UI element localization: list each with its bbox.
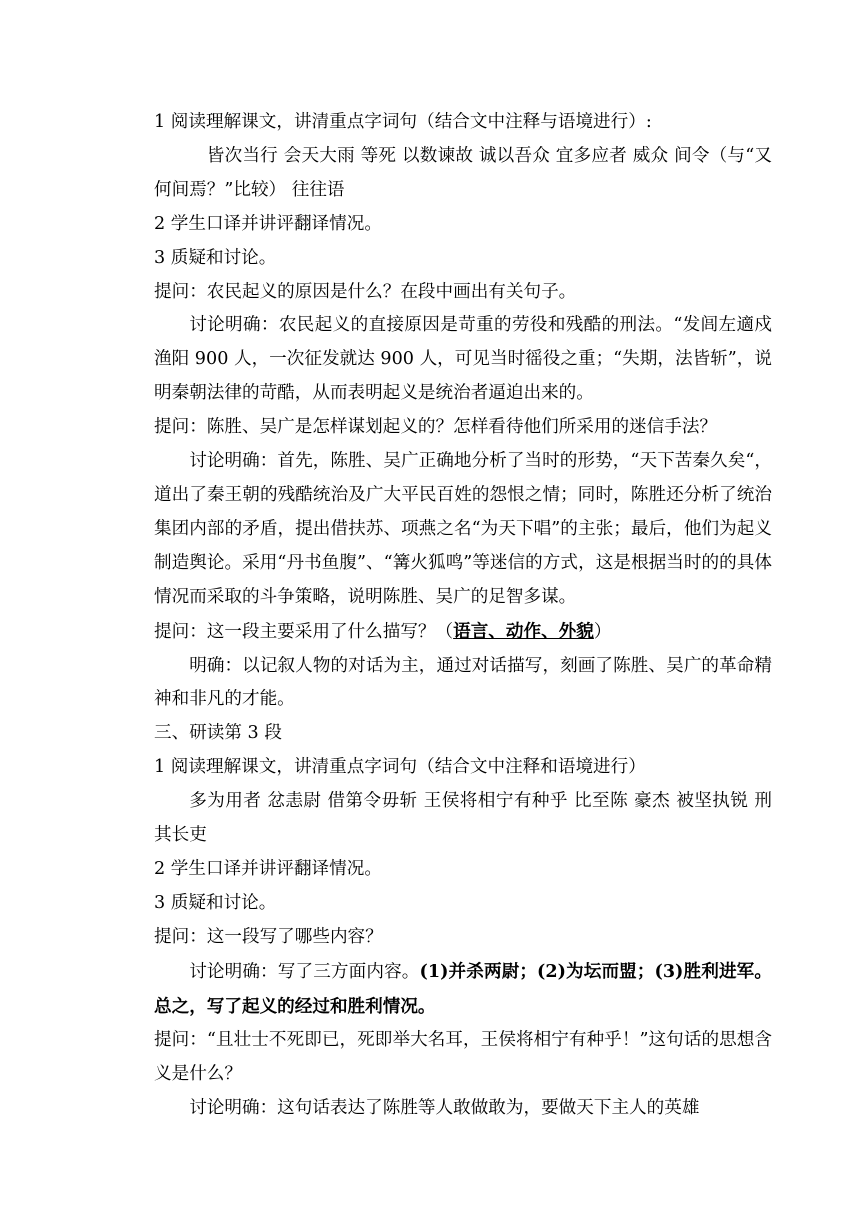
question-close: ） bbox=[593, 621, 612, 642]
paragraph: 皆次当行 会天大雨 等死 以数谏故 诚以吾众 宜多应者 威众 间令（与“又何间焉？”比较） 往往语 bbox=[154, 145, 772, 200]
answer bbox=[154, 955, 772, 1025]
question: 提问：这一段写了哪些内容？ bbox=[154, 926, 383, 947]
section-heading: 三、研读第 3 段 bbox=[154, 723, 282, 744]
paragraph: 2 学生口译并讲评翻译情况。 bbox=[154, 858, 382, 879]
paragraph: 3 质疑和讨论。 bbox=[154, 892, 277, 913]
answer-bold: (1)并杀两尉；(2)为坛而盟；(3)胜利进军。总之，写了起义的经过和胜利情况。 bbox=[154, 960, 772, 1017]
paragraph: 1 阅读理解课文，讲清重点字词句（结合文中注释和语境进行） bbox=[154, 757, 646, 778]
paragraph: 多为用者 忿恚尉 借第令毋斩 王侯将相宁有种乎 比至陈 豪杰 被坚执锐 刑其长吏 bbox=[154, 791, 772, 846]
answer: 讨论明确：农民起义的直接原因是苛重的劳役和残酷的刑法。“发闾左適戍渔阳 900 人，一次征发就达 900 人，可见当时徭役之重；“失期，法皆斩”，说明秦朝法律的苛酷，从而表明起义是统治者逼迫出来的。 bbox=[154, 315, 772, 404]
question-text: 提问：这一段主要采用了什么描写？（ bbox=[154, 621, 454, 642]
paragraph: 1 阅读理解课文，讲清重点字词句（结合文中注释与语境进行）: bbox=[154, 112, 652, 132]
paragraph: 2 学生口译并讲评翻译情况。 bbox=[154, 213, 382, 234]
question bbox=[154, 615, 772, 650]
answer: 讨论明确：首先，陈胜、吴广正确地分析了当时的形势，“天下苦秦久矣“，道出了秦王朝的残酷统治及广大平民百姓的怨恨之情；同时，陈胜还分析了统治集团内部的矛盾，提出借扶苏、项燕之名“为天下唱”的主张；最后，他们为起义制造舆论。采用“丹书鱼腹”、“篝火狐鸣”等迷信的方式，这是根据当时的的具体情况而采取的斗争策略，说明陈胜、吴广的足智多谋。 bbox=[154, 451, 772, 607]
answer-text: 讨论明确：写了三方面内容。 bbox=[189, 961, 420, 982]
question: 提问：“且壮士不死即已，死即举大名耳，王侯将相宁有种乎！”这句话的思想含义是什么？ bbox=[154, 1030, 772, 1085]
question: 提问：陈胜、吴广是怎样谋划起义的？怎样看待他们所采用的迷信手法？ bbox=[154, 417, 718, 438]
question: 提问：农民起义的原因是什么？在段中画出有关句子。 bbox=[154, 281, 577, 302]
answer: 明确：以记叙人物的对话为主，通过对话描写，刻画了陈胜、吴广的革命精神和非凡的才能。 bbox=[154, 655, 772, 710]
document-body bbox=[154, 106, 772, 1126]
answer: 讨论明确：这句话表达了陈胜等人敢做敢为，要做天下主人的英雄 bbox=[189, 1098, 700, 1119]
paragraph: 3 质疑和讨论。 bbox=[154, 247, 277, 268]
answer-highlight: 语言、动作、外貌 bbox=[453, 620, 594, 642]
